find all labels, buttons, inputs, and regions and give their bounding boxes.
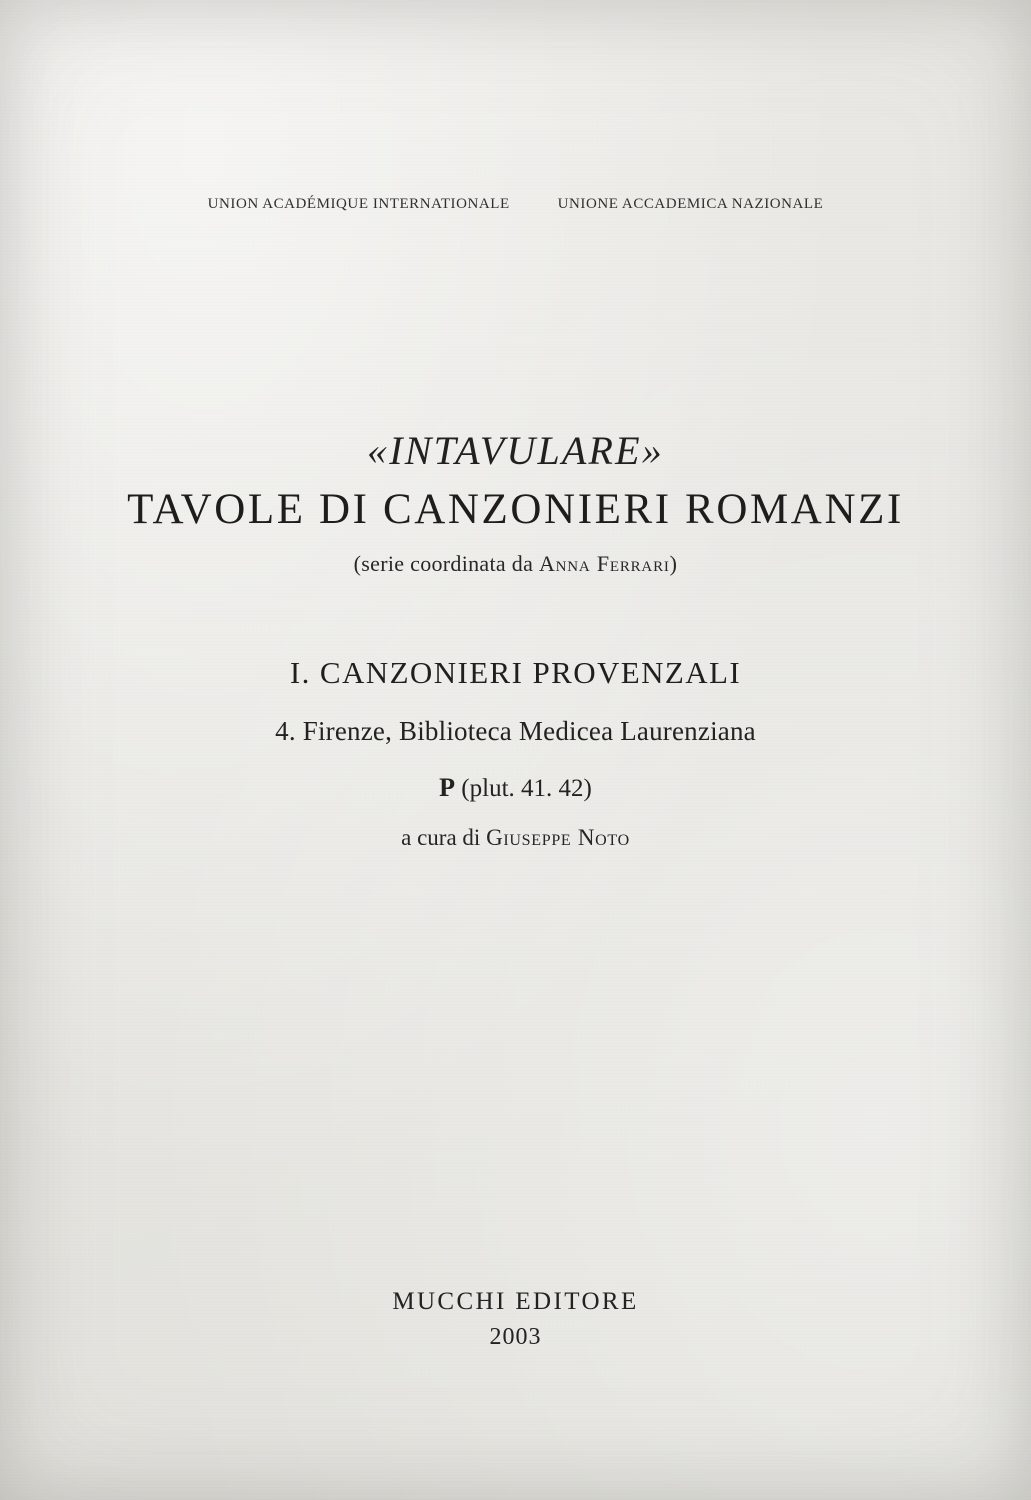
series-suffix: ) <box>669 551 678 577</box>
section-block <box>0 655 1031 851</box>
siglum-line <box>0 773 1031 803</box>
page-title: «INTAVULARE» <box>367 428 664 473</box>
academies-header <box>0 196 1031 213</box>
editor-name: Giuseppe Noto <box>486 825 630 850</box>
series-coordination-line <box>0 551 1031 577</box>
manuscript-siglum: P <box>439 773 456 802</box>
manuscript-shelfmark: (plut. 41. 42) <box>461 775 592 802</box>
editor-line <box>0 825 1031 851</box>
publisher-name: MUCCHI EDITORE <box>392 1288 639 1315</box>
series-editor-name: Anna Ferrari <box>538 551 670 577</box>
imprint-block <box>0 1288 1031 1351</box>
part-title: I. CANZONIERI PROVENZALI <box>289 655 742 690</box>
series-prefix: (serie coordinata da <box>353 551 539 577</box>
library-line: 4. Firenze, Biblioteca Medicea Laurenziana <box>275 716 756 746</box>
publication-year: 2003 <box>489 1324 542 1350</box>
editor-prefix: a cura di <box>401 825 487 850</box>
academy-national: UNIONE ACCADEMICA NAZIONALE <box>557 196 824 212</box>
academy-international: UNION ACADÉMIQUE INTERNATIONALE <box>207 196 510 212</box>
title-block <box>0 430 1031 577</box>
page-subtitle: TAVOLE DI CANZONIERI ROMANZI <box>127 486 904 533</box>
